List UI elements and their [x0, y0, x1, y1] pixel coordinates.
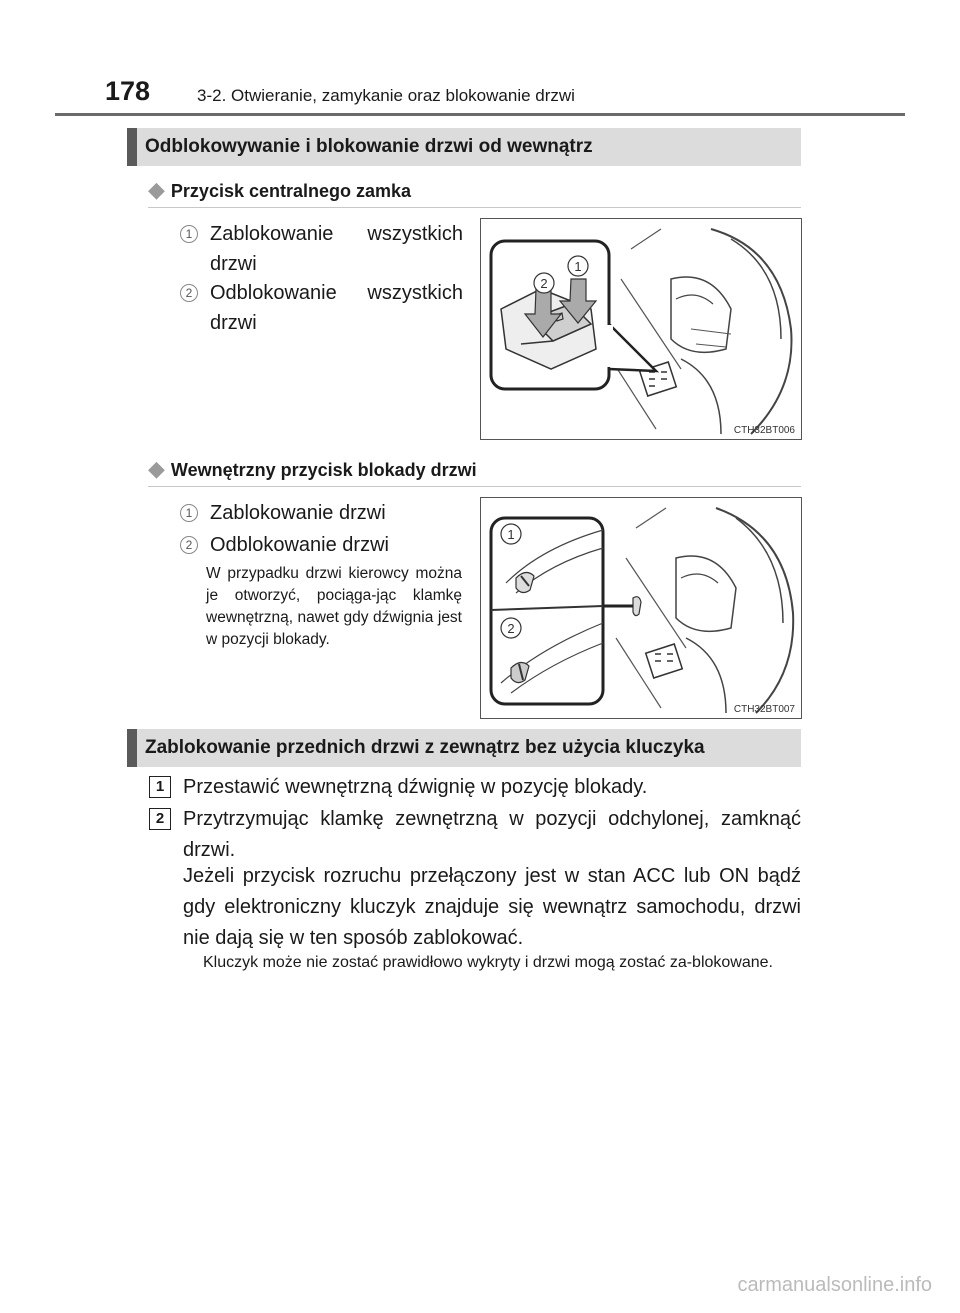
item-text: Zablokowanie drzwi — [210, 502, 386, 524]
svg-text:2: 2 — [540, 276, 548, 291]
inside-lock-lever-illustration — [481, 498, 801, 718]
sub-heading-inside-lock — [148, 456, 477, 482]
diamond-icon: ◆ — [148, 177, 165, 202]
item-number: 2 — [180, 284, 198, 302]
section-heading-2 — [127, 729, 801, 767]
page-number: 178 — [105, 76, 151, 106]
svg-text:1: 1 — [507, 527, 515, 542]
section-title: Zablokowanie przednich drzwi z zewnątrz bez użycia kluczyka — [145, 737, 705, 758]
item-text: Odblokowanie wszystkich drzwi — [210, 282, 463, 334]
sub-rule — [148, 207, 801, 208]
sub-rule — [148, 486, 801, 487]
header-rule — [55, 113, 905, 116]
note-text: W przypadku drzwi kierowcy można je otworzyć, pociąga-jąc klamkę wewnętrzną, nawet gdy dźwignia jest w pozycji blokady. — [206, 565, 462, 648]
section-accent — [127, 729, 137, 767]
small-note: Kluczyk może nie zostać prawidłowo wykryty i drzwi mogą zostać za-blokowane. — [203, 954, 773, 971]
item-text: Odblokowanie drzwi — [210, 534, 389, 556]
info-paragraph: Jeżeli przycisk rozruchu przełączony jest w stan ACC lub ON bądź gdy elektroniczny kluczyk znajduje się wewnątrz samochodu, drzwi nie dają się w ten sposób zablokować. — [183, 865, 801, 949]
item-number: 1 — [180, 225, 198, 243]
figure-central-lock — [480, 218, 802, 440]
sub-heading-text: Wewnętrzny przycisk blokady drzwi — [170, 460, 477, 480]
diamond-icon: ◆ — [148, 456, 165, 481]
section-heading-1 — [127, 128, 801, 166]
figure-code: CTH32BT006 — [733, 425, 795, 436]
item-number: 1 — [180, 504, 198, 522]
svg-text:1: 1 — [574, 259, 582, 274]
section-title: Odblokowywanie i blokowanie drzwi od wewnątrz — [145, 136, 593, 157]
step-number: 1 — [149, 776, 171, 798]
item-number: 2 — [180, 536, 198, 554]
central-lock-switch-illustration — [481, 219, 801, 439]
section-accent — [127, 128, 137, 166]
svg-text:2: 2 — [507, 621, 515, 636]
sub-heading-text: Przycisk centralnego zamka — [170, 181, 412, 201]
step-text: Przytrzymując klamkę zewnętrzną w pozycji odchylonej, zamknąć drzwi. — [183, 808, 801, 861]
figure-inside-lock — [480, 497, 802, 719]
watermark: carmanualsonline.info — [737, 1274, 932, 1296]
sub-heading-central-lock — [148, 177, 411, 203]
item-text: Zablokowanie wszystkich drzwi — [210, 223, 463, 275]
step-text: Przestawić wewnętrzną dźwignię w pozycję blokady. — [183, 776, 648, 798]
step-number: 2 — [149, 808, 171, 830]
running-header: 3-2. Otwieranie, zamykanie oraz blokowanie drzwi — [197, 86, 575, 105]
figure-code: CTH32BT007 — [733, 704, 795, 715]
